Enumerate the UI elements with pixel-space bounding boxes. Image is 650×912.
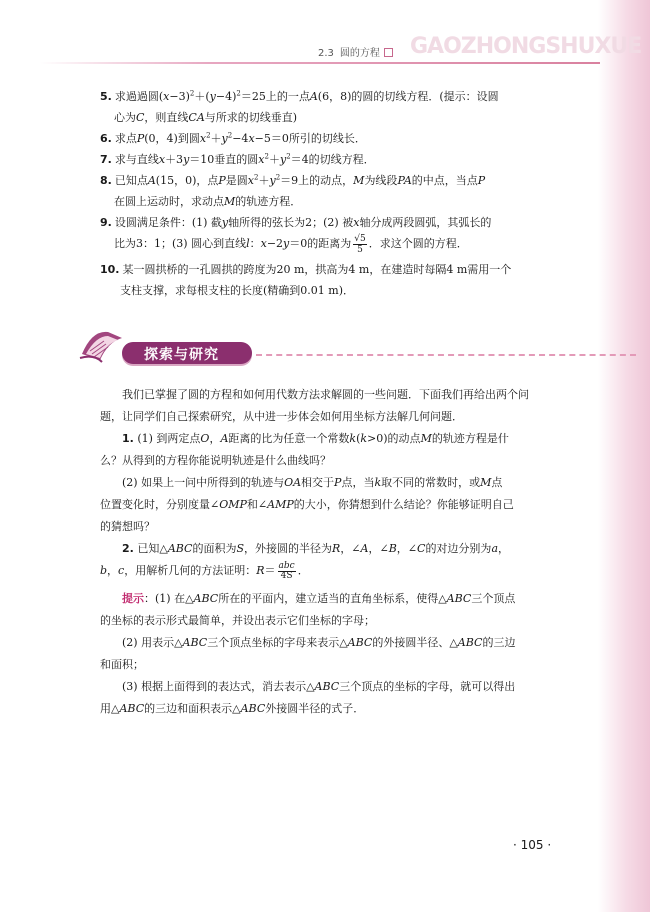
- exercise-7: 7. 求与直线x＋3y＝10垂直的圆$x^2+y^2=4$的切线方程．: [100, 152, 375, 166]
- header-section-title: [318, 44, 393, 59]
- exercise-10: 10. 某一圆拱桥的一孔圆拱的跨度为20 m，拱高为4 m，在建造时每隔4 m需用一个 支柱支撑，求每根支柱的长度(精确到0.01 m)．: [100, 262, 512, 297]
- question-1-part-2: (2) 如果上一问中所得到的轨迹与OA相交于P点，当k取不同的常数时，或M点: [122, 476, 503, 489]
- header-rule: [40, 62, 600, 64]
- question-2: 2. 已知△ABC的面积为S，外接圆的半径为R，∠A，∠B，∠C的对边分别为a，: [122, 542, 509, 555]
- exercise-5: 5. 求過過圆$(x-3)^2+(y-4)^2=25$上的一点A(6，8)的圆的切线方程．(提示：设圆 心为C，则直线CA与所求的切线垂直): [100, 89, 499, 124]
- exercise-9: 9. 设圆满足条件：(1) 截y轴所得的弦长为2；(2) 被x轴分成两段圆弧，其弧长的 比为3：1；(3) 圆心到直线l：x−2y＝0的距离为 $\frac{√5}{5}$ ．求这个圆的方程．: [100, 216, 492, 255]
- page-edge-band: [598, 0, 650, 912]
- exercise-6: 6. 求点P(0，4)到圆$x^2+y^2-4x-5=0$所引的切线长．: [100, 131, 366, 145]
- fraction-abc-over-4s: $\frac{\text{abc}}{4S}$: [278, 561, 295, 581]
- book-icon: [78, 324, 126, 364]
- header-deco-text: GAOZHONGSHUXUE: [410, 34, 642, 59]
- header-square-icon: [384, 48, 393, 57]
- explore-section: 我们已掌握了圆的方程和如何用代数方法求解圆的一些问题．下面我们再给出两个问 题，让同学们自己探索研究，从中进一步体会如何用坐标方法解几何问题． 1. (1) 到两定点O，A距离的比为任意一个常数k(k>0)的动点M的轨迹方程是什 么？从得到的方程你能说明轨迹是什么曲线吗？ (2) 如果上一问中所得到的轨迹与OA相交于P点，当k取不同的常数时，或M点 位置变化时，分别度量∠OMP和∠AMP的大小，你猜想到什么结论？你能够证明自己 的猜想吗？ 2. 已知△ABC的面积为S，外接圆的半径为R，∠A，∠B，∠C的对边分别为a， b，c，用解析几何的方法证明：$R= \frac{\text{abc}}{4S}$ ． 提示：(1) 在△ABC所在的平面内，建立适当的直角坐标系，使得△ABC三个顶点 的坐标的表示形式最简单，并设出表示它们坐标的字母； (2) 用表示△ABC三个顶点坐标的字母来表示△ABC的外接圆半径、△ABC的三边 和面积； (3) 根据上面得到的表达式，消去表示△ABC三个顶点的坐标的字母，就可以得出 用△ABC的三边和面积表示△ABC外接圆半径的式子．: [100, 384, 595, 720]
- explore-banner: [60, 320, 620, 372]
- banner-dashed-rule: [256, 354, 636, 356]
- hint-2: (2) 用表示△ABC三个顶点坐标的字母来表示△ABC的外接圆半径、△ABC的三边: [122, 636, 516, 649]
- fraction-sqrt5-over-5: $\frac{√5}{5}$: [354, 233, 366, 255]
- banner-title: 探索与研究: [144, 347, 219, 363]
- exercise-list: [100, 86, 595, 301]
- question-1-part-1: 1. (1) 到两定点O，A距离的比为任意一个常数k(k>0)的动点M的轨迹方程是什: [122, 432, 509, 445]
- hint-3: (3) 根据上面得到的表达式，消去表示△ABC三个顶点的坐标的字母，就可以得出: [122, 680, 516, 693]
- section-number: 2.3: [318, 48, 334, 59]
- running-header: [0, 34, 650, 72]
- explore-intro: 我们已掌握了圆的方程和如何用代数方法求解圆的一些问题．下面我们再给出两个问: [122, 388, 529, 401]
- page-number: · 105 ·: [513, 838, 552, 852]
- hint-1: 提示：(1) 在△ABC所在的平面内，建立适当的直角坐标系，使得△ABC三个顶点: [122, 592, 516, 605]
- hint-label: 提示: [122, 592, 144, 605]
- section-title: 圆的方程: [339, 48, 380, 59]
- exercise-8: 8. 已知点A(15，0)，点P是圆$x^2+y^2=9$上的动点，M为线段PA的中点，当点P 在圆上运动时，求动点M的轨迹方程．: [100, 173, 486, 208]
